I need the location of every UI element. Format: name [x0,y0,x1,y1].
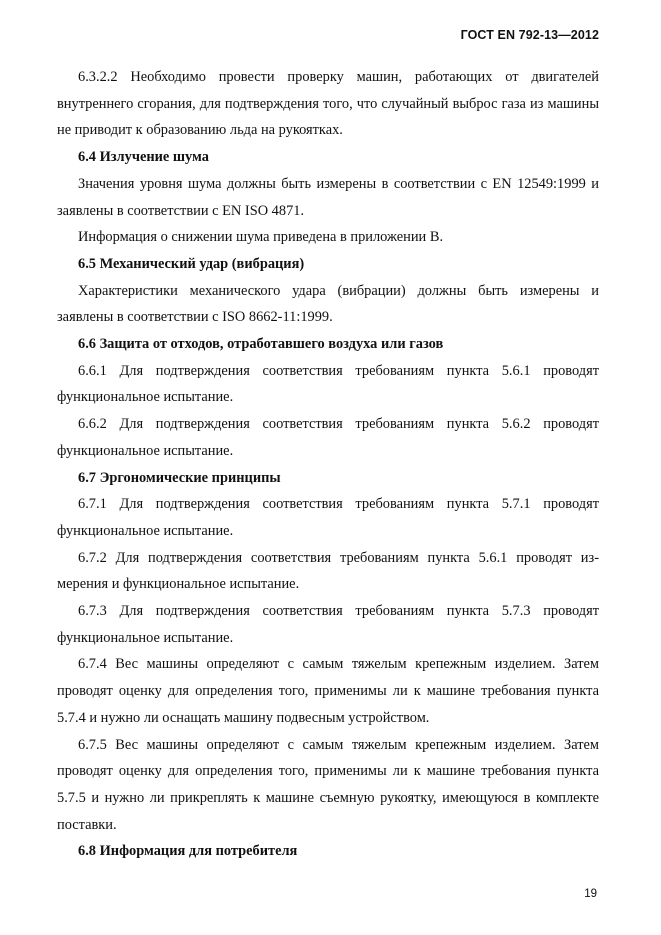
heading-6-4: 6.4 Излучение шума [78,149,209,166]
paragraph-6-4-info: Информация о снижении шума приведена в приложении В. [78,229,444,246]
paragraph-6-7-3: 6.7.3 Для подтверждения соответствия требованиям пункта 5.7.3 проводят функциональное испытание. [57,603,599,646]
heading-6-8: 6.8 Информация для потребителя [78,843,298,860]
paragraph-6-7-4: 6.7.4 Вес машины определяют с самым тяжелым крепежным изделием. Затем проводят оценку для определения того, применимы ли к машине требования пункта 5.7.4 и нужно ли оснащать машину подвесным устройством. [57,656,599,726]
heading-6-6: 6.6 Защита от отходов, отработавшего воздуха или газов [78,336,444,353]
paragraph-6-5: Характеристики механического удара (вибрации) должны быть измерены и заявлены в соответствии с ISO 8662-11:1999. [57,282,599,326]
heading-6-5: 6.5 Механический удар (вибрация) [78,255,305,272]
page-number: 19 [584,888,597,900]
paragraph-6-7-5: 6.7.5 Вес машины определяют с самым тяжелым крепежным изделием. Затем проводят оценку для определения того, применимы ли к машине требования пункта 5.7.5 и нужно ли прикреплять к машине съемную рукоятку, имеющуюся в комплекте поставки. [57,736,599,833]
paragraph-6-6-1: 6.6.1 Для подтверждения соответствия требованиям пункта 5.6.1 проводят функциональное испытание. [57,362,599,406]
paragraph-6-3-2-2: 6.3.2.2 Необходимо провести проверку машин, работающих от двигателей внутреннего сгорания, для подтверждения того, что случайный выброс газа из машины не приводит к образованию льда на рукоятках. [57,69,599,139]
paragraph-6-7-2: 6.7.2 Для подтверждения соответствия требованиям пункта 5.6.1 проводят из-мерения и функциональное испытание. [57,549,599,593]
document-header: ГОСТ EN 792-13—2012 [460,28,599,42]
document-body [57,64,599,865]
paragraph-6-7-1: 6.7.1 Для подтверждения соответствия требованиям пункта 5.7.1 проводят функциональное испытание. [57,496,599,539]
paragraph-6-6-2: 6.6.2 Для подтверждения соответствия требованиям пункта 5.6.2 проводят функциональное испытание. [57,416,599,459]
heading-6-7: 6.7 Эргономические принципы [78,469,281,486]
paragraph-6-4-values: Значения уровня шума должны быть измерены в соответствии с EN 12549:1999 и заявлены в соответствии с EN ISO 4871. [57,175,599,219]
